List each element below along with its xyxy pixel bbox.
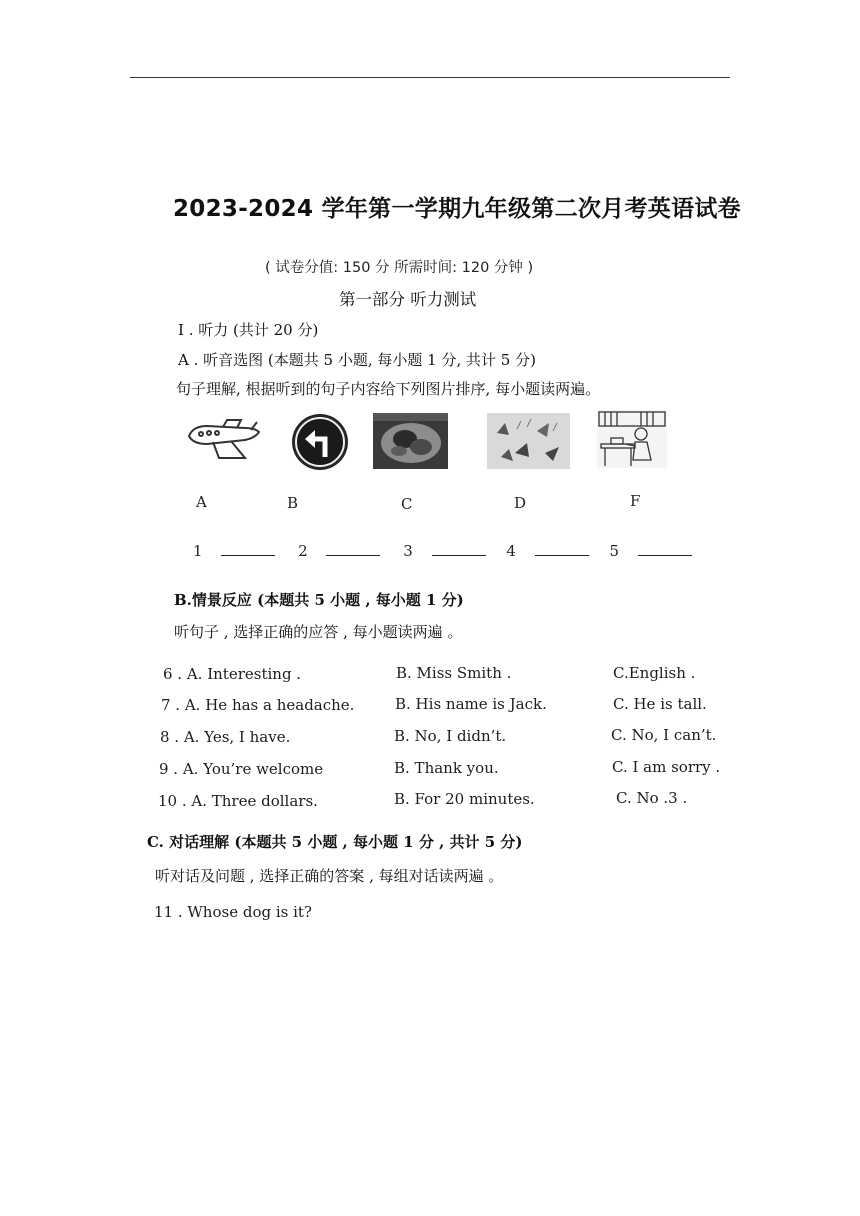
q11-question: 11 . Whose dog is it? <box>154 903 312 921</box>
q6-option-c: C.English . <box>613 664 696 682</box>
airplane-picture <box>183 414 263 464</box>
food-plate-picture <box>373 413 448 469</box>
q9-option-a: 9 . A. You’re welcome <box>159 760 324 778</box>
exam-meta: ( 试卷分值: 150 分 所需时间: 120 分钟 ) <box>265 260 534 276</box>
q10-option-a: 10 . A. Three dollars. <box>158 792 318 810</box>
answer-blank-3[interactable] <box>432 541 486 556</box>
q10-option-b: B. For 20 minutes. <box>394 790 535 808</box>
part-one-heading: 第一部分 听力测试 <box>339 290 477 309</box>
picture-label-f: F <box>630 492 641 510</box>
q7-option-b: B. His name is Jack. <box>395 695 547 713</box>
section-i-heading: I . 听力 (共计 20 分) <box>178 321 319 339</box>
blank-number-4: 4 <box>506 542 516 560</box>
section-c-instruction: 听对话及问题 , 选择正确的答案 , 每组对话读两遍 。 <box>155 867 504 885</box>
q8-option-c: C. No, I can’t. <box>611 726 717 744</box>
exam-title: 2023-2024 学年第一学期九年级第二次月考英语试卷 <box>173 196 741 222</box>
blank-row <box>193 541 692 560</box>
section-a-instruction: 句子理解, 根据听到的句子内容给下列图片排序, 每小题读两遍。 <box>176 380 601 398</box>
q7-option-a: 7 . A. He has a headache. <box>161 696 355 714</box>
picture-label-a: A <box>196 493 207 511</box>
header-rule <box>130 77 730 78</box>
q10-option-c: C. No .3 . <box>616 789 688 807</box>
q6-option-b: B. Miss Smith . <box>396 664 512 682</box>
q8-option-a: 8 . A. Yes, I have. <box>160 728 291 746</box>
girl-studying-picture <box>597 410 667 468</box>
q8-option-b: B. No, I didn’t. <box>394 727 507 745</box>
answer-blank-4[interactable] <box>535 541 589 556</box>
autumn-leaves-picture <box>487 413 570 469</box>
blank-number-3: 3 <box>403 542 413 560</box>
answer-blank-5[interactable] <box>638 541 692 556</box>
section-c-heading: C. 对话理解 (本题共 5 小题 , 每小题 1 分 , 共计 5 分) <box>147 833 523 851</box>
blank-number-2: 2 <box>298 542 308 560</box>
q9-option-c: C. I am sorry . <box>612 758 721 776</box>
picture-label-b: B <box>287 494 299 512</box>
section-b-heading: B.情景反应 (本题共 5 小题 , 每小题 1 分) <box>174 591 464 609</box>
picture-label-c: C <box>401 495 413 513</box>
answer-blank-1[interactable] <box>221 541 275 556</box>
blank-number-5: 5 <box>609 542 619 560</box>
section-a-heading: A . 听音选图 (本题共 5 小题, 每小题 1 分, 共计 5 分) <box>178 351 536 369</box>
q7-option-c: C. He is tall. <box>613 695 707 713</box>
blank-number-1: 1 <box>193 542 203 560</box>
picture-label-d: D <box>514 494 527 512</box>
q6-option-a: 6 . A. Interesting . <box>163 665 302 683</box>
q9-option-b: B. Thank you. <box>394 759 499 777</box>
section-b-instruction: 听句子 , 选择正确的应答 , 每小题读两遍 。 <box>174 623 463 641</box>
answer-blank-2[interactable] <box>326 541 380 556</box>
turn-left-sign-picture <box>291 413 349 471</box>
